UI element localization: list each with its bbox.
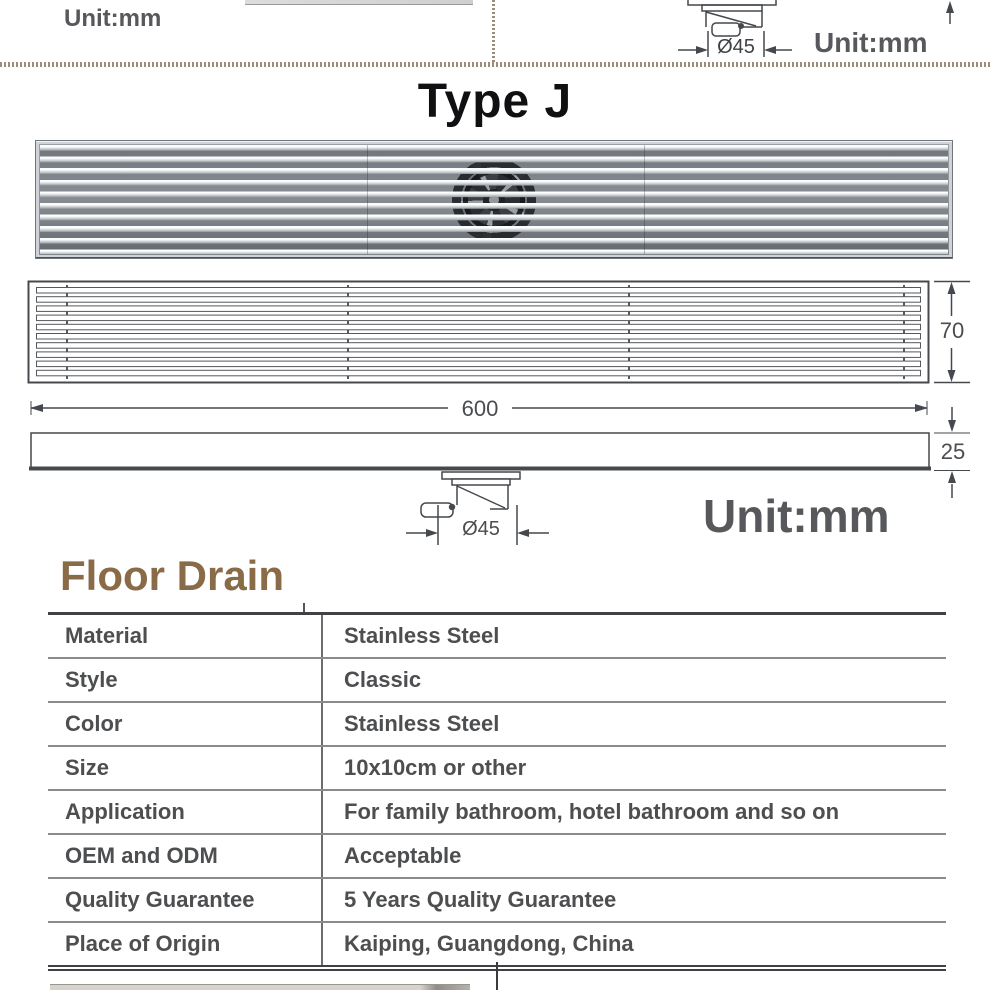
- spec-value: Kaiping, Guangdong, China: [322, 922, 946, 968]
- spec-label: Material: [48, 614, 322, 659]
- header-outlet-drawing: [678, 0, 954, 57]
- spec-value: Acceptable: [322, 834, 946, 878]
- height-dimension-label: 70: [939, 318, 965, 343]
- spec-value: For family bathroom, hotel bathroom and so on: [322, 790, 946, 834]
- spec-label: Quality Guarantee: [48, 878, 322, 922]
- top-view-drawing: [29, 282, 929, 383]
- unit-label-top-right: Unit:mm: [814, 27, 928, 58]
- spec-value: 10x10cm or other: [322, 746, 946, 790]
- dimension-25: [934, 407, 970, 498]
- spec-label: Place of Origin: [48, 922, 322, 968]
- dimension-70: [934, 282, 970, 383]
- outlet-diameter-label-top: Ø45: [717, 36, 755, 58]
- unit-label-top-left: Unit:mm: [64, 5, 162, 32]
- spec-label: Color: [48, 702, 322, 746]
- depth-dimension-label: 25: [940, 439, 966, 464]
- spec-value: 5 Years Quality Guarantee: [322, 878, 946, 922]
- spec-label: OEM and ODM: [48, 834, 322, 878]
- spec-label: Size: [48, 746, 322, 790]
- spec-value: Stainless Steel: [322, 702, 946, 746]
- page-title: Type J: [417, 75, 573, 128]
- length-dimension-label: 600: [448, 396, 512, 422]
- side-view-drawing: [29, 433, 931, 517]
- grate-seam: [367, 145, 368, 254]
- spec-label: Application: [48, 790, 322, 834]
- dimension-600: [30, 401, 928, 415]
- unit-label-main: Unit:mm: [703, 490, 890, 542]
- outlet-diameter-label: Ø45: [462, 518, 500, 540]
- spec-label: Style: [48, 658, 322, 702]
- spec-value: Classic: [322, 658, 946, 702]
- spec-value: Stainless Steel: [322, 614, 946, 659]
- section-title: Floor Drain: [60, 552, 285, 599]
- grate-seam: [644, 145, 645, 254]
